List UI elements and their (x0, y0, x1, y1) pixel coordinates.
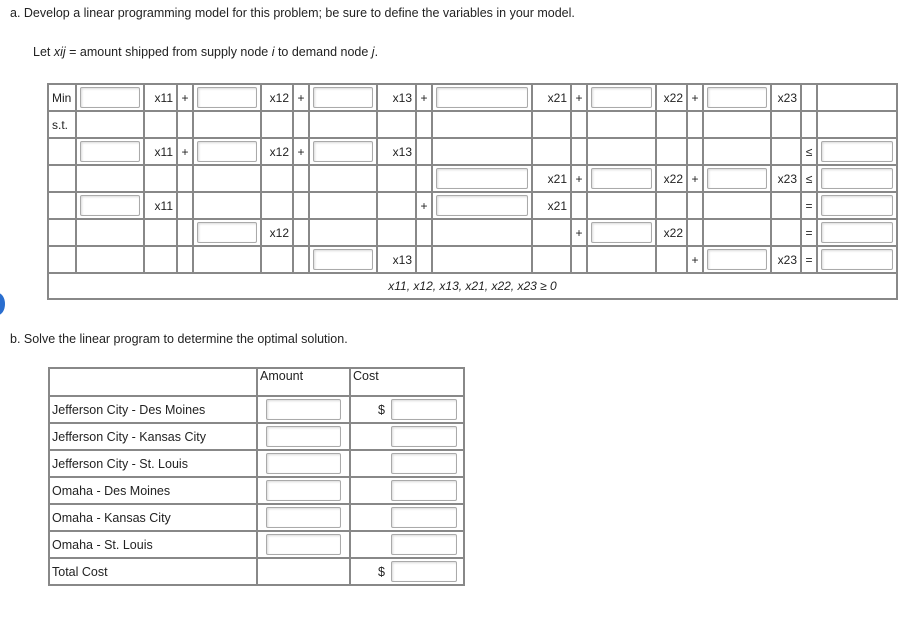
amount-input[interactable] (266, 534, 341, 555)
var-x22: x22 (656, 219, 687, 246)
cost-input[interactable] (391, 426, 457, 447)
c1-coef-x11-input[interactable] (80, 141, 140, 162)
plus-sign: + (177, 84, 193, 111)
var-x23: x23 (771, 84, 801, 111)
eq-sign: = (801, 192, 817, 219)
constraint-row (48, 246, 897, 273)
obj-coef-x22-input[interactable] (591, 87, 652, 108)
var-x11: x11 (144, 84, 177, 111)
plus-sign: + (293, 84, 309, 111)
c4-coef-x12-input[interactable] (197, 222, 257, 243)
route-row (49, 396, 464, 423)
st-row (48, 111, 897, 138)
c2-coef-x21-input[interactable] (436, 168, 528, 189)
plus-sign: + (571, 84, 587, 111)
route-row (49, 531, 464, 558)
amount-input[interactable] (266, 399, 341, 420)
nonnegativity-constraint: x11, x12, x13, x21, x22, x23 ≥ 0 (48, 273, 897, 299)
c3-coef-x11-input[interactable] (80, 195, 140, 216)
constraint-row (48, 219, 897, 246)
part-a-question: a. Develop a linear programming model for this problem; be sure to define the variables in your model. (10, 6, 575, 20)
leq-sign: ≤ (801, 138, 817, 165)
obj-coef-x11-input[interactable] (80, 87, 140, 108)
constraint-row (48, 192, 897, 219)
route-label: Omaha - Des Moines (49, 477, 257, 504)
var-x12: x12 (261, 219, 293, 246)
route-row (49, 423, 464, 450)
cost-input[interactable] (391, 507, 457, 528)
var-x13: x13 (377, 138, 416, 165)
c1-rhs-input[interactable] (821, 141, 893, 162)
cost-input[interactable] (391, 453, 457, 474)
c4-rhs-input[interactable] (821, 222, 893, 243)
constraint-row (48, 138, 897, 165)
plus-sign: + (687, 246, 703, 273)
var-x23: x23 (771, 246, 801, 273)
plus-sign: + (177, 138, 193, 165)
lp-model-table (47, 83, 898, 300)
solution-table (48, 367, 465, 586)
c2-coef-x23-input[interactable] (707, 168, 767, 189)
plus-sign: + (687, 84, 703, 111)
plus-sign: + (416, 84, 432, 111)
min-label: Min (48, 84, 76, 111)
var-x21: x21 (532, 84, 571, 111)
c3-rhs-input[interactable] (821, 195, 893, 216)
dollar-sign: $ (378, 564, 385, 579)
var-x23: x23 (771, 165, 801, 192)
total-cost-input[interactable] (391, 561, 457, 582)
c5-rhs-input[interactable] (821, 249, 893, 270)
obj-coef-x13-input[interactable] (313, 87, 373, 108)
route-label: Jefferson City - Kansas City (49, 423, 257, 450)
route-label: Omaha - Kansas City (49, 504, 257, 531)
eq-sign: = (801, 219, 817, 246)
amount-input[interactable] (266, 453, 341, 474)
route-label: Jefferson City - St. Louis (49, 450, 257, 477)
plus-sign: + (293, 138, 309, 165)
nonnegativity-row (48, 273, 897, 299)
var-x13: x13 (377, 84, 416, 111)
c1-coef-x13-input[interactable] (313, 141, 373, 162)
plus-sign: + (416, 192, 432, 219)
eq-sign: = (801, 246, 817, 273)
route-row (49, 450, 464, 477)
c3-coef-x21-input[interactable] (436, 195, 528, 216)
var-x21: x21 (532, 192, 571, 219)
objective-row (48, 84, 897, 111)
part-b-question: b. Solve the linear program to determine the optimal solution. (10, 332, 348, 346)
route-row (49, 504, 464, 531)
leq-sign: ≤ (801, 165, 817, 192)
total-row (49, 558, 464, 585)
cost-input[interactable] (391, 399, 457, 420)
variable-definition: Let xij = amount shipped from supply node i to demand node j. (33, 45, 379, 59)
route-label: Omaha - St. Louis (49, 531, 257, 558)
c4-coef-x22-input[interactable] (591, 222, 652, 243)
cost-input[interactable] (391, 480, 457, 501)
side-indicator (0, 293, 5, 315)
st-label: s.t. (48, 111, 76, 138)
var-x11: x11 (144, 192, 177, 219)
amount-input[interactable] (266, 480, 341, 501)
route-label: Jefferson City - Des Moines (49, 396, 257, 423)
var-x11: x11 (144, 138, 177, 165)
c5-coef-x23-input[interactable] (707, 249, 767, 270)
total-cost-label: Total Cost (49, 558, 257, 585)
var-x13: x13 (377, 246, 416, 273)
dollar-sign: $ (378, 402, 385, 417)
plus-sign: + (571, 165, 587, 192)
amount-input[interactable] (266, 426, 341, 447)
amount-input[interactable] (266, 507, 341, 528)
plus-sign: + (687, 165, 703, 192)
var-x22: x22 (656, 84, 687, 111)
c2-rhs-input[interactable] (821, 168, 893, 189)
var-x12: x12 (261, 138, 293, 165)
amount-header: Amount (257, 368, 350, 396)
obj-coef-x23-input[interactable] (707, 87, 767, 108)
route-row (49, 477, 464, 504)
c2-coef-x22-input[interactable] (591, 168, 652, 189)
var-x12: x12 (261, 84, 293, 111)
plus-sign: + (571, 219, 587, 246)
obj-coef-x12-input[interactable] (197, 87, 257, 108)
cost-input[interactable] (391, 534, 457, 555)
var-x21: x21 (532, 165, 571, 192)
constraint-row (48, 165, 897, 192)
cost-header: Cost (350, 368, 464, 396)
c5-coef-x13-input[interactable] (313, 249, 373, 270)
c1-coef-x12-input[interactable] (197, 141, 257, 162)
var-x22: x22 (656, 165, 687, 192)
obj-coef-x21-input[interactable] (436, 87, 528, 108)
solution-header-row (49, 368, 464, 396)
